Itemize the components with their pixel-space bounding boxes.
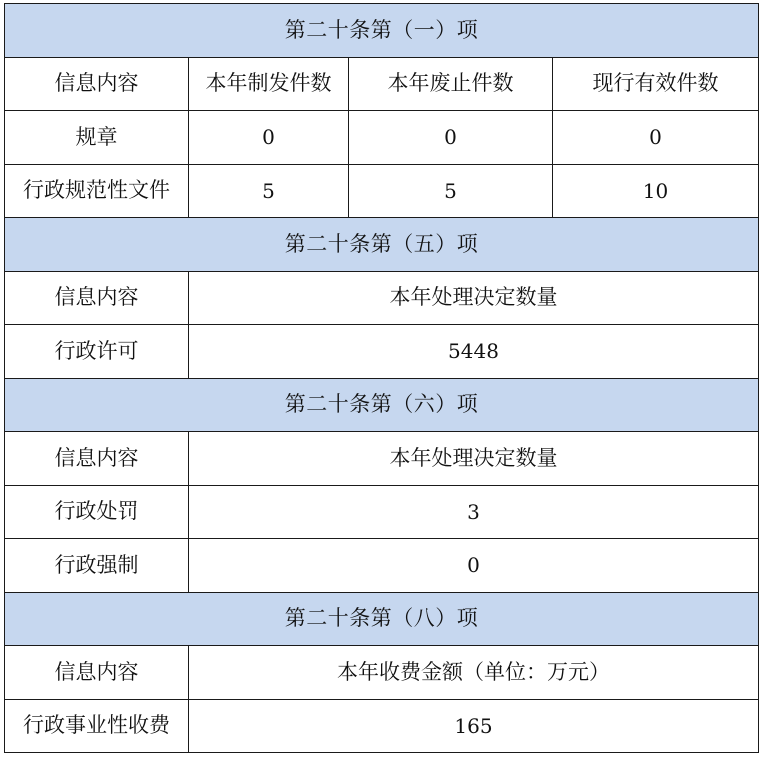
table-row: [5, 325, 759, 379]
cell-value: 5: [349, 164, 553, 218]
header-info-content: 信息内容: [5, 646, 189, 700]
cell-value: 5448: [189, 325, 759, 379]
cell-value: 0: [349, 111, 553, 165]
row-label: 规章: [5, 111, 189, 165]
column-header-row: [5, 432, 759, 486]
header-decision-count: 本年处理决定数量: [189, 271, 759, 325]
row-label: 行政许可: [5, 325, 189, 379]
section-header-row: [5, 218, 759, 272]
section-header-row: [5, 4, 759, 58]
disclosure-table: [4, 3, 759, 753]
column-header-row: [5, 57, 759, 111]
table-row: [5, 111, 759, 165]
section-title: 第二十条第（五）项: [5, 218, 759, 272]
column-header-row: [5, 646, 759, 700]
header-info-content: 信息内容: [5, 57, 189, 111]
table-row: [5, 539, 759, 593]
cell-value: 3: [189, 485, 759, 539]
header-info-content: 信息内容: [5, 271, 189, 325]
cell-value: 10: [553, 164, 759, 218]
header-decision-count: 本年处理决定数量: [189, 432, 759, 486]
cell-value: 0: [189, 111, 349, 165]
header-repealed-count: 本年废止件数: [349, 57, 553, 111]
header-info-content: 信息内容: [5, 432, 189, 486]
cell-value: 0: [553, 111, 759, 165]
cell-value: 0: [189, 539, 759, 593]
section-title: 第二十条第（八）项: [5, 592, 759, 646]
cell-value: 165: [189, 699, 759, 753]
header-fee-amount: 本年收费金额（单位：万元）: [189, 646, 759, 700]
row-label: 行政规范性文件: [5, 164, 189, 218]
row-label: 行政强制: [5, 539, 189, 593]
table-row: [5, 164, 759, 218]
section-header-row: [5, 592, 759, 646]
cell-value: 5: [189, 164, 349, 218]
disclosure-table-container: [4, 3, 758, 753]
row-label: 行政处罚: [5, 485, 189, 539]
column-header-row: [5, 271, 759, 325]
table-row: [5, 699, 759, 753]
table-row: [5, 485, 759, 539]
header-valid-count: 现行有效件数: [553, 57, 759, 111]
section-title: 第二十条第（一）项: [5, 4, 759, 58]
row-label: 行政事业性收费: [5, 699, 189, 753]
section-title: 第二十条第（六）项: [5, 378, 759, 432]
header-issued-count: 本年制发件数: [189, 57, 349, 111]
section-header-row: [5, 378, 759, 432]
